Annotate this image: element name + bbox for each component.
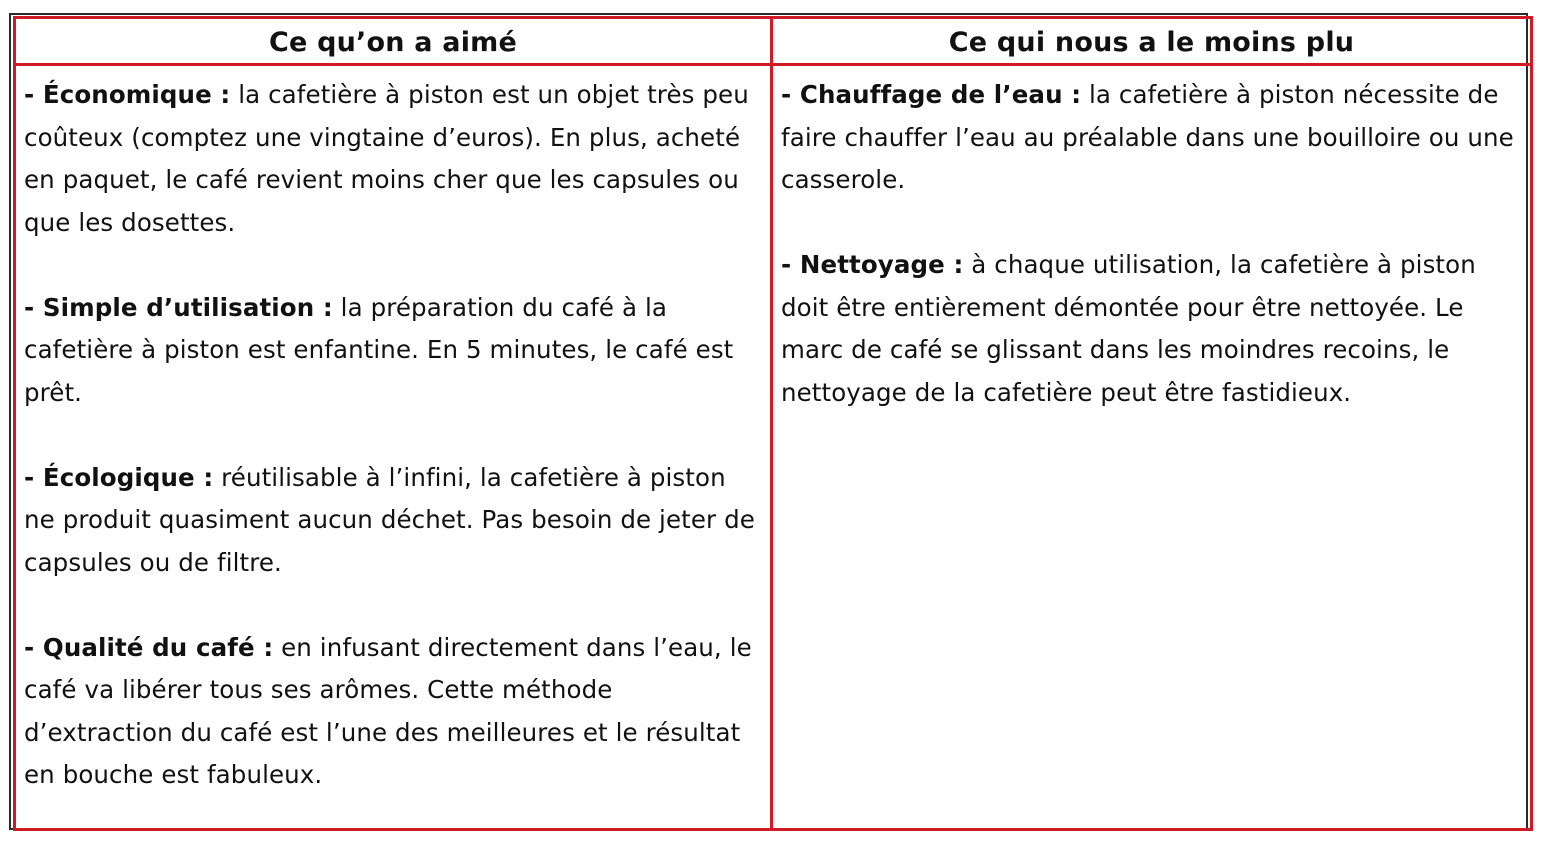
pro-text: réutilisable à l’infini, la cafetière à piston ne produit quasiment aucun déchet. Pas besoin de jeter de capsules ou de filtre. — [24, 462, 755, 577]
con-item-chauffage — [781, 74, 1522, 202]
pro-term: - Économique : — [24, 80, 231, 109]
pro-item-economique — [24, 74, 762, 244]
pro-item-ecologique — [24, 457, 762, 585]
con-item-nettoyage — [781, 244, 1522, 414]
header-cons: Ce qui nous a le moins plu — [772, 18, 1532, 65]
pro-term: - Qualité du café : — [24, 632, 274, 662]
con-text: la cafetière à piston nécessite de faire chauffer l’eau au préalable dans une bouilloire ou une casserole. — [781, 80, 1514, 194]
pros-cell — [15, 65, 772, 830]
pro-item-simple — [24, 287, 762, 415]
pros-cons-table — [13, 16, 1533, 831]
con-term: - Chauffage de l’eau : — [781, 80, 1082, 109]
pro-item-qualite — [24, 627, 762, 797]
pro-text: la cafetière à piston est un objet très peu coûteux (comptez une vingtaine d’euros). En plus, acheté en paquet, le café revient moins cher que les capsules ou que les dosettes. — [24, 80, 749, 237]
con-text: à chaque utilisation, la cafetière à piston doit être entièrement démontée pour être nettoyée. Le marc de café se glissant dans les moindres recoins, le nettoyage de la cafetière peut être fastidieux. — [781, 250, 1476, 407]
pro-term: - Écologique : — [24, 462, 214, 492]
pro-term: - Simple d’utilisation : — [24, 292, 333, 322]
pro-text: en infusant directement dans l’eau, le café va libérer tous ses arômes. Cette méthode d’extraction du café est l’une des meilleures et le résultat en bouche est fabuleux. — [24, 632, 752, 789]
header-pros: Ce qu’on a aimé — [15, 18, 772, 65]
con-term: - Nettoyage : — [781, 250, 964, 279]
pro-text: la préparation du café à la cafetière à piston est enfantine. En 5 minutes, le café est prêt. — [24, 292, 734, 407]
content-row — [15, 65, 1532, 830]
cons-cell — [772, 65, 1532, 830]
header-row — [15, 18, 1532, 65]
